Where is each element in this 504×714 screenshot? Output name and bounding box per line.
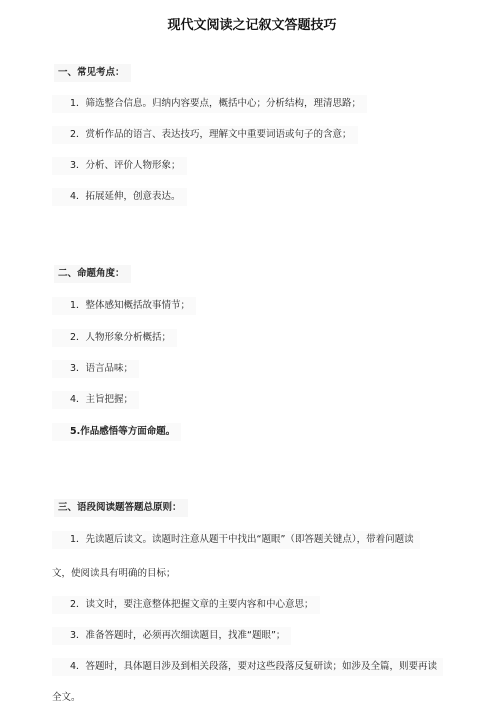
list-item: 3．分析、评价人物形象； xyxy=(52,157,187,175)
section-heading-2: 二、命题角度： xyxy=(54,265,131,283)
list-item: 3．准备答题时，必须再次细读题目，找准“题眼”； xyxy=(52,627,291,645)
page-title: 现代文阅读之记叙文答题技巧 xyxy=(167,18,337,33)
list-item-continuation: 文，使阅读具有明确的目标； xyxy=(52,568,176,579)
section-heading-1: 一、常见考点： xyxy=(54,64,131,82)
list-item: 1．整体感知概括故事情节； xyxy=(52,297,196,315)
list-item: 2．赏析作品的语言、表达技巧，理解文中重要词语或句子的含意； xyxy=(52,126,358,144)
section-heading-3: 三、语段阅读题答题总原则： xyxy=(54,499,188,517)
list-item: 1．先读题后读文。读题时注意从题干中找出“题眼”（即答题关键点），带着问题读 xyxy=(52,531,420,549)
list-item-continuation: 全文。 xyxy=(52,692,81,703)
list-item: 4．主旨把握； xyxy=(52,391,139,409)
list-item: 2．读文时，要注意整体把握文章的主要内容和中心意思； xyxy=(52,596,320,614)
list-item: 3．语言品味； xyxy=(52,360,139,378)
list-item: 4．拓展延伸，创意表达。 xyxy=(52,188,187,206)
list-item: 5.作品感悟等方面命题。 xyxy=(52,423,181,441)
list-item: 1．筛选整合信息。归纳内容要点，概括中心；分析结构，理清思路； xyxy=(52,95,367,113)
list-item: 2．人物形象分析概括； xyxy=(52,329,177,347)
list-item: 4．答题时，具体题目涉及到相关段落，要对这些段落反复研读；如涉及全篇，则要再读 xyxy=(52,658,443,676)
